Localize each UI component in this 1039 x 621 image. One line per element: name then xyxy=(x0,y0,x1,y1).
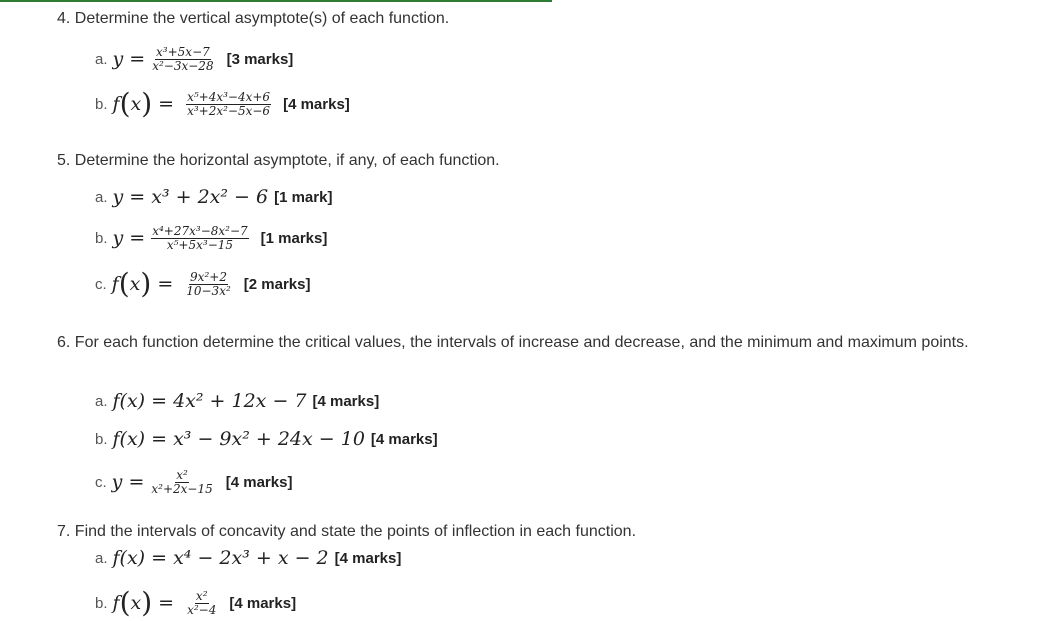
fraction xyxy=(151,225,248,251)
paren-close: ) xyxy=(140,267,152,300)
q5-heading: 5. Determine the horizontal asymptote, if any, of each function. xyxy=(57,152,500,169)
q6-heading: 6. For each function determine the critical values, the intervals of increase and decrease, and the minimum and maximum points. xyxy=(57,334,969,351)
q4-heading: 4. Determine the vertical asymptote(s) of each function. xyxy=(57,10,450,27)
marks-badge: [1 marks] xyxy=(260,229,328,247)
q7-item-b xyxy=(95,585,296,621)
item-label: a. xyxy=(95,549,108,567)
item-label: b. xyxy=(95,95,108,113)
q7-heading: 7. Find the intervals of concavity and state the points of inflection in each function. xyxy=(57,523,637,540)
function-name: f xyxy=(112,93,120,115)
function-name: f xyxy=(111,273,119,295)
item-label: b. xyxy=(95,430,108,448)
math-expression: y = x³ + 2x² − 6 xyxy=(112,186,269,208)
fraction-numerator: 9x²+2 xyxy=(190,269,227,284)
paren-close: ) xyxy=(141,87,153,120)
math-expression: f(x) = x³ − 9x² + 24x − 10 xyxy=(112,428,365,450)
fraction-denominator: x²−4 xyxy=(187,602,217,617)
math-lhs: y = xyxy=(112,227,146,249)
marks-badge: [4 marks] xyxy=(229,594,297,612)
function-variable: x xyxy=(129,273,141,295)
equals-sign: = xyxy=(157,273,174,295)
function-variable: x xyxy=(130,592,142,614)
equals-sign: = xyxy=(158,592,175,614)
item-label: b. xyxy=(95,594,108,612)
fraction-numerator: x² xyxy=(195,588,208,603)
fraction xyxy=(186,91,271,117)
marks-badge: [4 marks] xyxy=(225,473,293,491)
fraction-denominator: x²−3x−28 xyxy=(152,58,214,73)
fraction-denominator: 10−3x² xyxy=(186,283,231,298)
math-expression: f(x) = x⁴ − 2x³ + x − 2 xyxy=(112,547,329,569)
marks-badge: [3 marks] xyxy=(226,50,294,68)
fraction-numerator: x⁴+27x³−8x²−7 xyxy=(152,223,248,238)
fraction-denominator: x³+2x²−5x−6 xyxy=(187,103,271,118)
item-label: a. xyxy=(95,188,108,206)
math-expression: f(x) = 4x² + 12x − 7 xyxy=(112,390,307,412)
item-label: c. xyxy=(95,275,107,293)
equals-sign: = xyxy=(158,93,175,115)
paren-open: ( xyxy=(118,267,130,300)
q5-item-b xyxy=(95,220,327,256)
marks-badge: [4 marks] xyxy=(370,430,438,448)
q4-item-a xyxy=(95,41,293,77)
q6-item-c xyxy=(95,464,292,500)
fraction-denominator: x⁵+5x³−15 xyxy=(166,237,234,252)
marks-badge: [2 marks] xyxy=(243,275,311,293)
fraction xyxy=(151,46,214,72)
fraction-numerator: x² xyxy=(176,467,188,482)
q7-item-a xyxy=(95,543,401,573)
fraction-denominator: x²+2x−15 xyxy=(151,481,213,496)
top-accent-line xyxy=(0,0,552,2)
math-lhs: y = xyxy=(111,471,145,493)
math-lhs: y = xyxy=(112,48,146,70)
paren-close: ) xyxy=(141,586,153,619)
item-label: c. xyxy=(95,473,107,491)
marks-badge: [4 marks] xyxy=(312,392,380,410)
marks-badge: [1 mark] xyxy=(274,188,333,206)
item-label: a. xyxy=(95,392,108,410)
q4-item-b xyxy=(95,86,350,122)
marks-badge: [4 marks] xyxy=(334,549,402,567)
fraction-numerator: x³+5x−7 xyxy=(156,44,210,59)
q6-item-b xyxy=(95,424,438,454)
item-label: b. xyxy=(95,229,108,247)
paren-open: ( xyxy=(119,586,131,619)
fraction xyxy=(185,271,232,297)
paren-open: ( xyxy=(119,87,131,120)
fraction xyxy=(186,590,217,616)
marks-badge: [4 marks] xyxy=(283,95,350,113)
function-name: f xyxy=(112,592,120,614)
function-variable: x xyxy=(130,93,142,115)
q5-item-c xyxy=(95,266,310,302)
fraction xyxy=(150,469,213,495)
q6-item-a xyxy=(95,386,379,416)
q5-item-a xyxy=(95,182,332,212)
item-label: a. xyxy=(95,50,108,68)
fraction-numerator: x⁵+4x³−4x+6 xyxy=(187,89,271,104)
